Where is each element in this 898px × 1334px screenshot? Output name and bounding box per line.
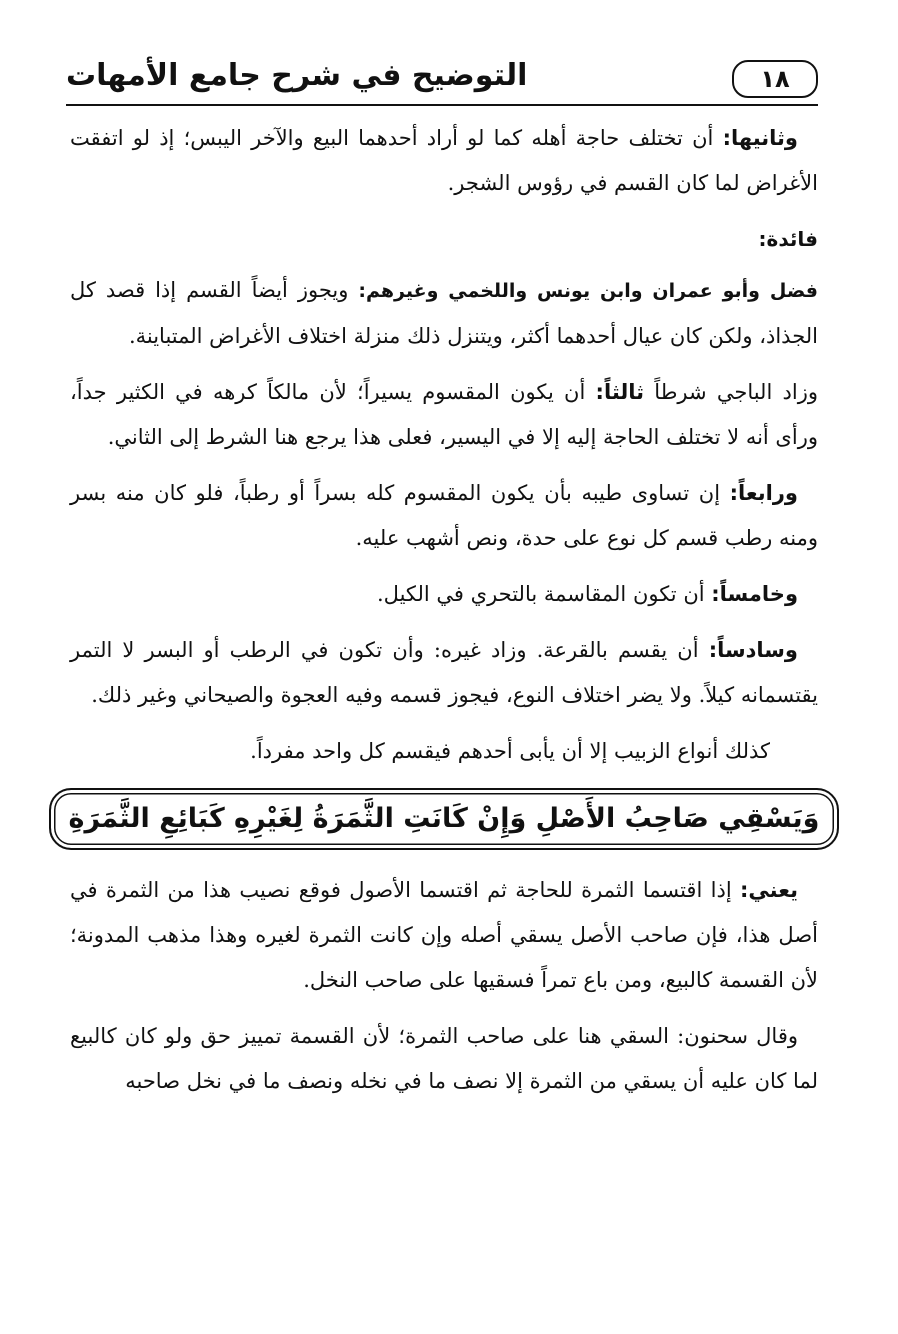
paragraph-lead: وثانيها: — [722, 126, 798, 150]
book-title: التوضيح في شرح جامع الأمهات — [66, 58, 528, 93]
paragraph-text: إذا اقتسما الثمرة للحاجة ثم اقتسما الأصول فوقع نصيب هذا من الثمرة في أصل هذا، فإن صاحب الأصل يسقي أصله وإن كانت الثمرة لغيره وهذا مذهب المدونة؛ لأن القسمة كالبيع، ومن باع تمراً فسقيها على صاحب النخل. — [70, 878, 818, 992]
paragraph-explanation — [70, 868, 818, 1003]
header-divider — [66, 104, 818, 106]
paragraph-pretext: وزاد الباجي شرطاً — [644, 380, 818, 404]
page-body — [70, 116, 818, 1115]
paragraph-lead: فضل وأبو عمران وابن يونس واللخمي وغيرهم: — [358, 280, 818, 302]
paragraph-lead: وخامساً: — [711, 582, 798, 606]
paragraph-text: أن يكون المقسوم يسيراً؛ لأن مالكاً كرهه في الكثير جداً، ورأى أنه لا تختلف الحاجة إليه إلا في اليسير، فعلى هذا يرجع هنا الشرط إلى الثاني. — [70, 380, 818, 449]
paragraph-text: أن تكون المقاسمة بالتحري في الكيل. — [377, 582, 712, 606]
paragraph-fourth-condition — [70, 471, 818, 561]
paragraph-scholars — [70, 268, 818, 359]
paragraph-lead: ورابعاً: — [729, 481, 798, 505]
paragraph-lead: ثالثاً: — [595, 380, 645, 404]
paragraph-text: أن يقسم بالقرعة. وزاد غيره: وأن تكون في الرطب أو البسر لا التمر يقتسمانه كيلاً. ولا يضر اختلاف النوع، فيجوز قسمه وفيه العجوة والصيحاني وغير ذلك. — [70, 638, 818, 707]
paragraph-second-condition — [70, 116, 818, 206]
paragraph-lead: يعني: — [740, 878, 798, 902]
page-header — [66, 52, 818, 106]
paragraph-third-condition — [70, 370, 818, 460]
paragraph-raisins: كذلك أنواع الزبيب إلا أن يأبى أحدهم فيقسم كل واحد مفرداً. — [250, 739, 770, 763]
paragraph-lead: وسادساً: — [708, 638, 798, 662]
paragraph-sahnun: وقال سحنون: السقي هنا على صاحب الثمرة؛ لأن القسمة تمييز حق ولو كان كالبيع لما كان عليه أن يسقي من الثمرة إلا نصف ما في نخله ونصف ما في نخل صاحبه — [70, 1024, 818, 1093]
paragraph-text: إن تساوى طيبه بأن يكون المقسوم كله بسراً أو رطباً، فلو كان منه بسر ومنه رطب قسم كل نوع على حدة، ونص أشهب عليه. — [70, 481, 818, 550]
matn-text: وَيَسْقِي صَاحِبُ الأَصْلِ وَإِنْ كَانَتِ الثَّمَرَةُ لِغَيْرِهِ كَبَائِعِ الثَّمَرَةِ — [49, 788, 840, 850]
paragraph-sixth-condition — [70, 628, 818, 718]
section-heading-fa-ida: فائدة: — [758, 227, 818, 251]
paragraph-text: أن تختلف حاجة أهله كما لو أراد أحدهما البيع والآخر اليبس؛ إذ لو اتفقت الأغراض لما كان القسم في رؤوس الشجر. — [70, 126, 818, 195]
page-number: ١٨ — [732, 60, 818, 98]
paragraph-fifth-condition — [70, 572, 818, 617]
paragraph-text: ويجوز أيضاً القسم إذا قصد كل الجذاذ، ولكن كان عيال أحدهما أكثر، ويتنزل ذلك منزلة اختلاف الأغراض المتباينة. — [70, 278, 818, 348]
matn-box — [70, 788, 818, 850]
